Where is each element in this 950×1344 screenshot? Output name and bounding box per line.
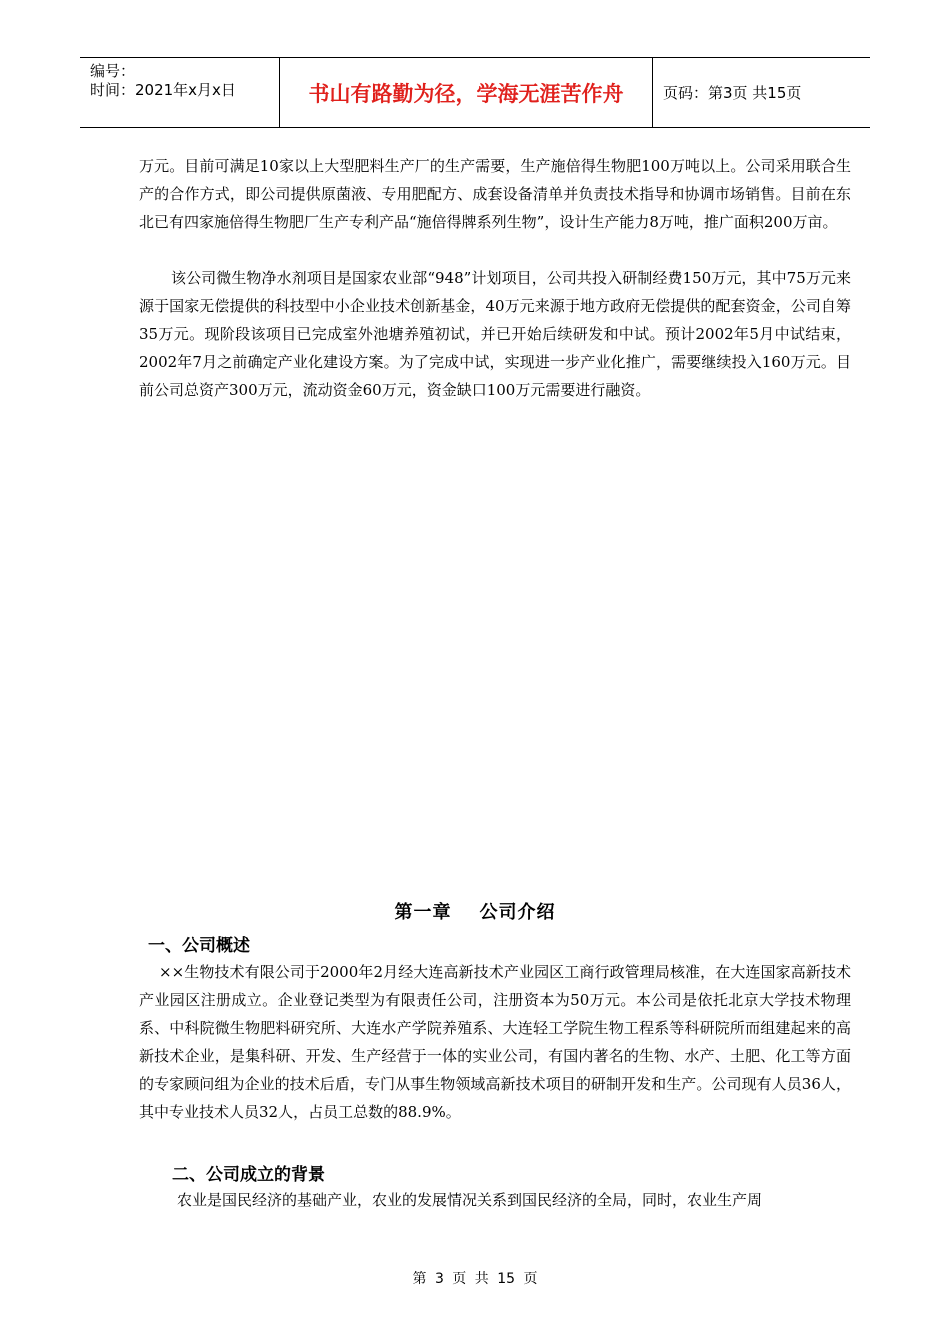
chapter-name: 公司介绍: [479, 902, 556, 923]
section-heading-1: 一、公司概述: [148, 936, 250, 956]
header-number-label: 编号：: [90, 62, 136, 80]
section-2-text: 农业是国民经济的基础产业，农业的发展情况关系到国民经济的全局，同时，农业生产周: [177, 1191, 763, 1209]
body-paragraph-1: 万元。目前可满足10家以上大型肥料生产厂的生产需要，生产施倍得生物肥100万吨以上。公司采用联合生产的合作方式，即公司提供原菌液、专用肥配方、成套设备清单并负责技术指导和协调市场销售。目前在东北已有四家施倍得生物肥厂生产专利产品“施倍得牌系列生物”，设计生产能力8万吨，推广面积200万亩。: [139, 157, 851, 231]
header-meta: [80, 58, 280, 127]
header-time-label: 时间：2021年x月x日: [90, 81, 236, 99]
chapter-title: [0, 898, 950, 924]
header-motto-cell: [280, 58, 653, 127]
chapter-number: 第一章: [394, 902, 452, 923]
document-header: [80, 57, 870, 128]
page-footer: 第 3 页 共 15 页: [412, 1271, 538, 1287]
header-motto: 书山有路勤为径，学海无涯苦作舟: [308, 80, 624, 106]
section-heading-2: 二、公司成立的背景: [172, 1165, 325, 1185]
body-paragraph-2: 该公司微生物净水剂项目是国家农业部“948”计划项目，公司共投入研制经费150万元，其中75万元来源于国家无偿提供的科技型中小企业技术创新基金，40万元来源于地方政府无偿提供的配套资金，公司自筹35万元。现阶段该项目已完成室外池塘养殖初试，并已开始后续研发和中试。预计2002年5月中试结束，2002年7月之前确定产业化建设方案。为了完成中试，实现进一步产业化推广，需要继续投入160万元。目前公司总资产300万元，流动资金60万元，资金缺口100万元需要进行融资。: [139, 269, 851, 399]
header-page-info: 页码：第3页 共15页: [663, 84, 802, 102]
section-1-text: ××生物技术有限公司于2000年2月经大连高新技术产业园区工商行政管理局核准，在大连国家高新技术产业园区注册成立。企业登记类型为有限责任公司，注册资本为50万元。本公司是依托北京大学技术物理系、中科院微生物肥料研究所、大连水产学院养殖系、大连轻工学院生物工程系等科研院所而组建起来的高新技术企业，是集科研、开发、生产经营于一体的实业公司，有国内著名的生物、水产、土肥、化工等方面的专家顾问组为企业的技术后盾，专门从事生物领域高新技术项目的研制开发和生产。公司现有人员36人，其中专业技术人员32人，占员工总数的88.9%。: [139, 963, 851, 1121]
header-page-cell: [653, 58, 870, 127]
